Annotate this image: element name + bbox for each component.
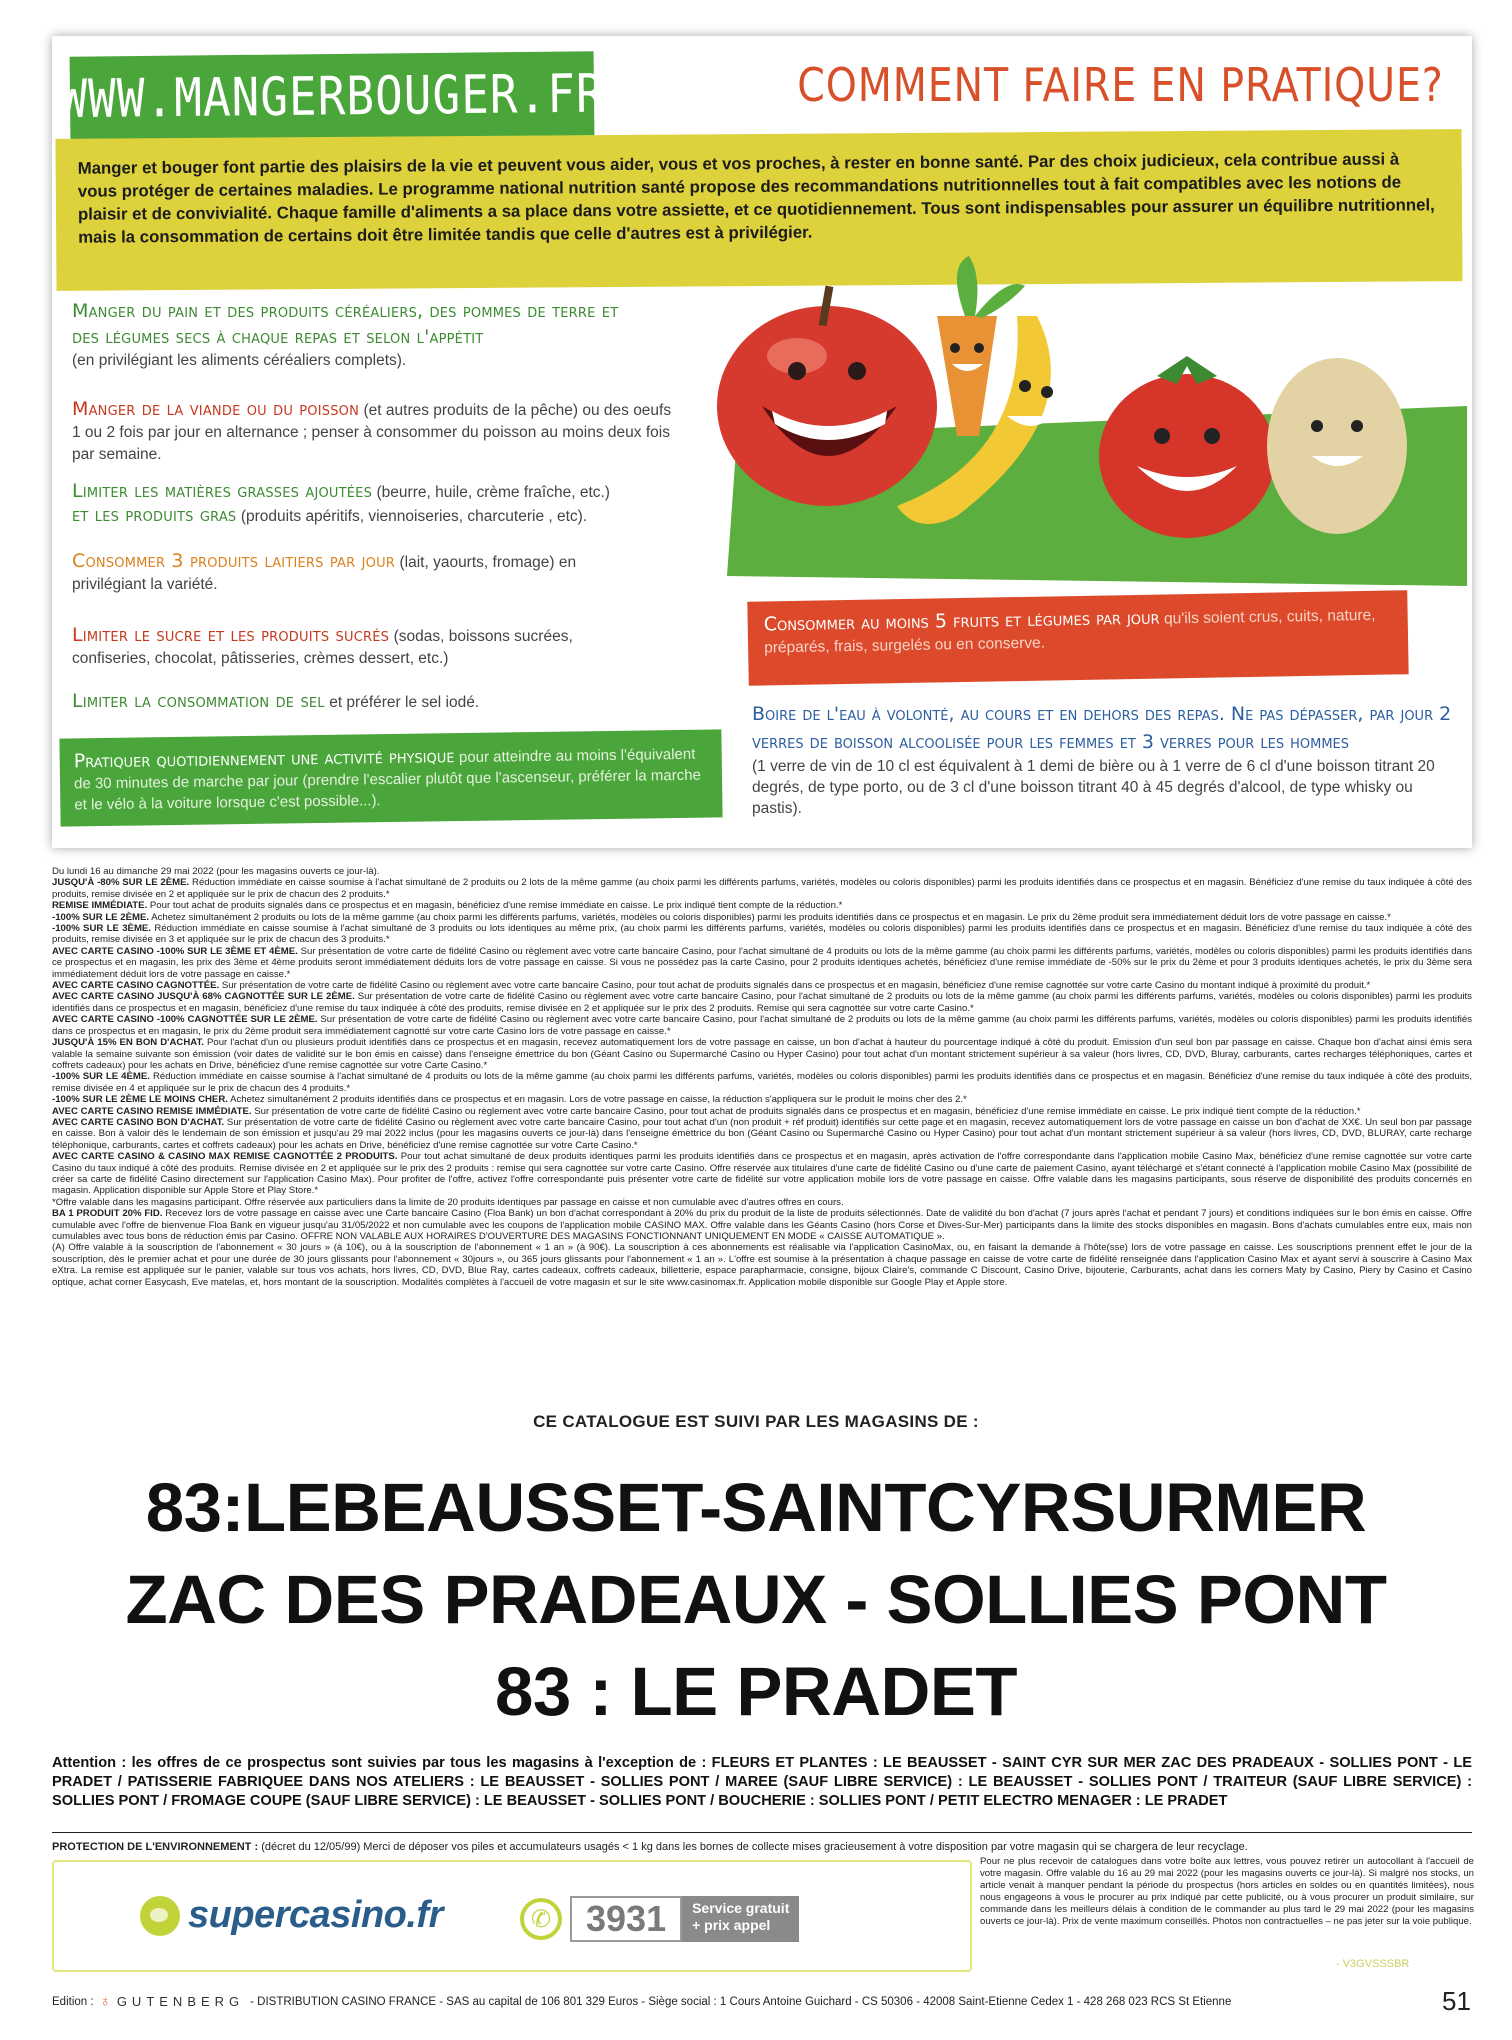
legal-conditions (52, 866, 1472, 1400)
fruits-banner (747, 590, 1408, 686)
rule-title: Manger du pain et des produits céréaliers, des pommes de terre et des légumes secs à chaque repas et selon l'appétit (72, 300, 619, 348)
distributor-info: - DISTRIBUTION CASINO FRANCE - SAS au capital de 106 801 329 Euros - Siège social : 1 Cours Antoine Guichard - CS 50306 - 42008 Saint-Etienne Cedex 1 - 428 268 023 RCS St Etienne (250, 1995, 1232, 2008)
rule-fats (72, 480, 712, 528)
rule-desc: (beurre, huile, crème fraîche, etc.) (376, 484, 610, 501)
store-list (0, 1462, 1512, 1738)
tomato-character (1099, 356, 1275, 538)
supercasino-link[interactable] (140, 1894, 443, 1937)
legal-paragraph: REMISE IMMÉDIATE. Pour tout achat de produits signalés dans ce prospectus et en magasin, bénéficiez d'une remise immédiate en caisse. Le prix indiqué tient compte de la réduction.* (52, 900, 843, 912)
water-title: Boire de l'eau à volonté, au cours et en dehors des repas. Ne pas dépasser, par jour 2 verres de boisson alcoolisée pour les femmes et 3 verres pour les hommes (752, 703, 1452, 753)
rule-desc: (produits apéritifs, viennoiseries, charcuterie , etc). (240, 508, 588, 525)
apple-character (717, 286, 937, 506)
supercasino-logo-icon (140, 1896, 180, 1936)
rule-meat (72, 398, 682, 466)
site-url: WWW.MANGERBOUGER.FR (59, 62, 605, 130)
legal-paragraph: AVEC CARTE CASINO BON D'ACHAT. Sur présentation de votre carte de fidélité Casino ou règlement avec votre carte bancaire Casino, pour tout achat d'un (non produit + réf produit) identifiés sur cette page et en magasin, recevez automatiquement lors de votre passage en caisse un bon d'achat de XX€. Un seul bon par passage en caisse. Bon à valoir dès le lendemain de son émission et jusqu'au 29 mai 2022 inclus (pour les magasins ouverts ce jour-là) dans l'enseigne émettrice du bon (Géant Casino ou Supermarché Casino ou Hyper Casino) pour tout achat d'un montant strictement supérieur à sa valeur (hors livres, CD, DVD, BLURAY, carte recharge téléphonique, carburants, cartes et coffrets cadeaux) pour les achats en Drive, bénéficiez d'une remise cagnottée sur votre Carte Casino.* (52, 1116, 1472, 1151)
legal-paragraph: -100% SUR LE 3ÈME. Réduction immédiate en caisse soumise à l'achat simultané de 3 produits ou lots identiques au même prix, (au choix parmi les différents parfums, variétés, modèles ou coloris disponibles) parmi les produits identifiés dans ce prospectus et en magasin. Bénéficiez d'une remise du taux indiquée à côté des produits, remise divisée en 3 et appliquée sur le prix de chacun des 3 produits.* (52, 923, 1472, 946)
nutrition-panel (52, 36, 1472, 848)
legal-paragraph: -100% SUR LE 2ÈME. Achetez simultanément 2 produits ou lots de la même gamme (au choix parmi les différents parfums, variétés, modèles ou coloris disponibles) parmi les produits identifiés dans ce prospectus et en magasin. Le prix du 2ème produit sera immédiatement déduit lors de votre passage en caisse.* (52, 911, 1391, 923)
page-number: 51 (1442, 1986, 1471, 2016)
legal-paragraph: AVEC CARTE CASINO CAGNOTTÉE. Sur présentation de votre carte de fidélité Casino ou règlement avec votre carte bancaire Casino, pour tout achat de produits signalés dans ce prospectus et en magasin, bénéficiez d'une remise cagnottée sur votre carte Casino du montant indiqué à proximité du produit.* (52, 980, 1371, 992)
gutenberg-logo-icon: ♁ (99, 1993, 111, 2010)
environment-text: (décret du 12/05/99) Merci de déposer vos piles et accumulateurs usagés < 1 kg dans les bornes de collecte mises gracieusement à votre disposition par votre magasin qui se chargera de leur recyclage. (261, 1841, 1248, 1853)
store-name: 83 : LE PRADET (494, 1653, 1018, 1730)
phone-service[interactable] (520, 1896, 799, 1942)
activity-title: Pratiquer quotidiennement une activité physique (73, 745, 455, 773)
legal-paragraph: -100% SUR LE 2ÈME LE MOINS CHER. Achetez simultanément 2 produits identifiés dans ce prospectus et en magasin. Lors de votre passage en caisse, la réduction s'appliquera sur le produit le moins cher des 2.* (52, 1094, 967, 1106)
legal-paragraph: (A) Offre valable à la souscription de l'abonnement « 30 jours » (à 10€), ou à la souscription de l'abonnement « 1 an » (à 90€). La souscription à ces abonnements est réalisable via l'application CasinoMax, ou, en faisant la demande à l'hôte(sse) lors de votre passage en caisse. Les souscriptions prennent effet le jour de la souscription, dès le premier achat et pour une durée de 30 jours glissants pour l'abonnement « 30jours », ou 365 jours glissants pour l'abonnement « 1 an ». L'offre est soumise à la présentation à chaque passage en caisse de votre carte de fidélité renseignée dans l'application Casino Max et ayant servi à souscrire à Casino Max eXtra. La remise est appliquée sur le panier, valable sur tous vos achats, hors livres, CD, DVD, Blue Ray, cartes cadeaux, coffrets cadeaux, billetterie, espace parapharmacie, consigne, bijoux Claire's, commande C Discount, Casino Drive, bijouterie, Carburants, achat dans les corners Maty by Casino, Piery by Casino et Casino optique, achat corner Easycash, Eve matelas, et, hors montant de la souscription. Modalités complètes à l'accueil de votre magasin et sur le site www.casinomax.fr. Application mobile disponible sur Google Play et Apple store. (52, 1242, 1472, 1288)
fruit-vegetable-illustration (707, 256, 1467, 586)
mangerbouger-banner[interactable] (59, 51, 605, 140)
store-name: 83:LEBEAUSSET-SAINTCYRSURMER (145, 1469, 1367, 1546)
water-rule (752, 700, 1452, 819)
legal-paragraph: JUSQU'À -80% SUR LE 2ÈME. Réduction immédiate en caisse soumise à l'achat simultané de 2 produits ou 2 lots de la même gamme (au choix parmi les différents parfums, variétés, modèles ou coloris disponibles) parmi les produits identifiés dans ce prospectus et en magasin. Bénéficiez d'une remise du taux indiquée à côté des produits, remise divisée en 2 et appliquée sur le prix de chacun des 2 produits.* (52, 877, 1472, 900)
rule-desc: (sodas, boissons sucrées, confiseries, chocolat, pâtisseries, crèmes dessert, etc.) (72, 628, 573, 667)
phone-number: 3931 (570, 1896, 682, 1942)
potato-character (1267, 358, 1407, 534)
rule-title: Limiter la consommation de sel (72, 690, 325, 712)
legal-paragraph: AVEC CARTE CASINO & CASINO MAX REMISE CAGNOTTÉE 2 PRODUITS. Pour tout achat simultané de deux produits identiques parmi les produits identifiés dans ce prospectus et en magasin, après activation de l'offre correspondante dans l'application mobile Casino Max, bénéficiez d'une remise cagnottée sur votre carte Casino du taux indiqué à côté des produits. Remise divisée en 2 et appliquée sur le prix des 2 produits : remise qui sera cagnottée sur votre carte Casino. Offre réservée aux titulaires d'une carte de fidélité Casino ou d'une carte de paiement Casino, ayant téléchargé et s'étant connecté à l'application mobile Casino Max (possibilité de créer sa carte de fidélité Casino directement sur l'application Casino Max). Pour profiter de l'offre, activez l'offre correspondante puis présenter votre carte de fidélité sur votre application mobile lors de votre passage en caisse. Offre valable dans les magasins participants, sous réserve de disponibilité des produits concernés en magasin. Application disponible sur Apple Store et Play Store.* (52, 1151, 1472, 1197)
rule-desc: (en privilégiant les aliments céréaliers complets). (72, 352, 407, 369)
rule-desc: et préférer le sel iodé. (329, 694, 480, 711)
fruits-desc: qu'ils soient crus, cuits, nature, préparés, frais, surgelés ou en conserve. (763, 606, 1376, 657)
rule-desc: (lait, yaourts, fromage) en privilégiant la variété. (72, 554, 577, 593)
attention-exceptions: Attention : les offres de ce prospectus sont suivies par tous les magasins à l'exception de : FLEURS ET PLANTES : LE BEAUSSET - SAINT CYR SUR MER ZAC DES PRADEAUX - SOLLIES PONT - LE PRADET / PATISSERIE FABRIQUEE DANS NOS ATELIERS : LE BEAUSSET - SOLLIES PONT / MAREE (SAUF LIBRE SERVICE) : LE BEAUSSET - SOLLIES PONT / TRAITEUR (SAUF LIBRE SERVICE) : SOLLIES PONT / FROMAGE COUPE (SAUF LIBRE SERVICE) : LE BEAUSSET - SOLLIES PONT / BOUCHERIE : SOLLIES PONT / PETIT ELECTRO MENAGER : LE PRADET (52, 1755, 1472, 1809)
rule-title: Consommer 3 produits laitiers par jour (72, 550, 396, 572)
activity-banner (59, 729, 722, 826)
catalogue-side-note: Pour ne plus recevoir de catalogues dans votre boîte aux lettres, vous pouvez retirer un autocollant à l'accueil de votre magasin. Offre valable du 16 au 29 mai 2022 (pour les magasins ouverts ce jour-là). Si malgré nos stocks, un article venait à manquer pendant la période du prospectus (hors articles en soldes ou en quantités limitées), nous nous engageons à vous le procurer au prix indiqué par cette publicité, ou à vous procurer un produit similaire, sur commande dans les meilleurs délais à condition de le commander au plus tard le 29 mai 2022 (pour les magasins ouverts ce jour-là). Prix de vente maximum conseillés. Photos non contractuelles – ne pas jeter sur la voie publique. (980, 1856, 1474, 1927)
legal-paragraph: -100% SUR LE 4ÈME. Réduction immédiate en caisse soumise à l'achat simultané de 4 produits ou lots de la même gamme (au choix parmi les différents parfums, variétés, modèles ou coloris disponibles) parmi les produits identifiés dans ce prospectus et en magasin. Bénéficiez d'une remise du taux indiquée à côté des produits, remise divisée en 4 et appliquée sur le prix de chacun des 4 produits.* (52, 1071, 1472, 1094)
fruits-title: Consommer au moins 5 fruits et légumes par jour (763, 606, 1160, 636)
legal-paragraph: JUSQU'À 15% EN BON D'ACHAT. Pour l'achat d'un ou plusieurs produit identifiés dans ce prospectus et en magasin, recevez automatiquement lors de votre passage en caisse, un bon d'achat à hauteur du pourcentage indiqué à côté du produit. Emission d'un seul bon par passage en caisse. Chaque bon d'achat ainsi émis sera valable la semaine suivante son émission (voir dates de validité sur le bon émis en caisse) dans l'enseigne émettrice du bon (Géant Casino ou Supermarché Casino ou Hyper Casino) pour tout achat d'un montant strictement supérieur à sa valeur (hors livres, CD, DVD, Bluray, carburants, cartes recharges téléphoniques, cartes et coffrets cadeaux) pour les achats en Drive, bénéficiez d'une remise cagnottée sur votre Carte Casino.* (52, 1037, 1472, 1071)
legal-paragraph: AVEC CARTE CASINO -100% CAGNOTTÉE SUR LE 2ÈME. Sur présentation de votre carte de fidélité Casino ou règlement avec votre carte bancaire Casino, pour l'achat simultané de 2 produits ou lots de la même gamme (au choix parmi les différents parfums, variétés, modèles ou coloris disponibles) parmi les produits identifiés dans ce prospectus et en magasin, le prix du 2ème produit sera immédiatement cagnotté sur votre carte Casino lors de votre passage en caisse.* (52, 1014, 1472, 1037)
printer-name: GUTENBERG (116, 1994, 245, 2009)
phone-tag-line: + prix appel (692, 1917, 771, 1933)
rule-title: Limiter les matières grasses ajoutées (72, 480, 373, 502)
rule-title: Limiter le sucre et les produits sucrés (72, 624, 390, 646)
phone-icon: ✆ (520, 1898, 562, 1940)
contact-box (52, 1860, 972, 1972)
rule-desc: (et autres produits de la pêche) ou des oeufs 1 ou 2 fois par jour en alternance ; penser à consommer du poisson au moins deux fois par semaine. (72, 402, 672, 463)
water-desc: (1 verre de vin de 10 cl est équivalent à 1 demi de bière ou à 1 verre de 6 cl d'une boisson titrant 20 degrés, de type porto, ou de 3 cl d'une boisson titrant 40 à 45 degrés d'alcool, de type whisky ou pastis). (752, 758, 1435, 817)
legal-paragraph: Du lundi 16 au dimanche 29 mai 2022 (pour les magasins ouverts ce jour-là). (52, 866, 380, 877)
legal-paragraph: BA 1 PRODUIT 20% FID. Recevez lors de votre passage en caisse avec une Carte bancaire Casino (Floa Bank) un bon d'achat correspondant à 20% du prix du produit de la liste de produits sélectionnés. Date de validité du bon d'achat (7 jours après l'achat et pendant 7 jours) et conditions indiquées sur le bon émis en caisse. Offre cumulable avec l'offre de bienvenue Floa Bank en vigueur jusqu'au 31/05/2022 et non cumulable avec les coupons de l'application mobile CASINO MAX. Offre valable dans les Géants Casino (hors Corse et Dives-Sur-Mer) participants dans la limite des stocks disponibles en magasin. Bons d'achats cumulables entre eux, mais non cumulables avec tous bons de réduction émis par Casino. OFFRE NON VALABLE AUX HORAIRES D'OUVERTURE DES MAGASINS FONCTIONNANT UNIQUEMENT EN MODE « CAISSE AUTOMATIQUE ». (52, 1208, 1472, 1242)
environment-notice (52, 1832, 1472, 1853)
edition-label: Edition : (52, 1995, 94, 2008)
activity-desc: pour atteindre au moins l'équivalent de 30 minutes de marche par jour (prendre l'escalier plutôt que l'ascenseur, préférer la marche et le vélo à la voiture lorsque c'est possible...). (73, 745, 702, 814)
edition-line (52, 1993, 1231, 2010)
reference-code: - V3GVSSSBR (1336, 1958, 1410, 1970)
rule-title: et les produits gras (72, 504, 237, 526)
store-name: ZAC DES PRADEAUX - SOLLIES PONT (125, 1561, 1387, 1638)
rule-salt (72, 690, 672, 714)
legal-paragraph: *Offre valable dans les magasins participant. Offre réservée aux particuliers dans la limite de 20 produits identiques par passage en caisse et non cumulable avec d'autres offres en cours. (52, 1196, 844, 1208)
rule-dairy (72, 550, 652, 596)
supercasino-site: supercasino.fr (188, 1894, 443, 1936)
catalogue-followed-by: CE CATALOGUE EST SUIVI PAR LES MAGASINS DE : (533, 1412, 979, 1431)
legal-paragraph: AVEC CARTE CASINO REMISE IMMÉDIATE. Sur présentation de votre carte de fidélité Casino ou règlement avec votre carte bancaire Casino, pour tout achat de produits signalés dans ce prospectus et en magasin, bénéficiez d'une remise immédiate en caisse. Le prix indiqué tient compte de la réduction.* (52, 1105, 1361, 1117)
howto-title: COMMENT FAIRE EN PRATIQUE? (797, 58, 1444, 112)
phone-tag (682, 1896, 799, 1942)
environment-label: PROTECTION DE L'ENVIRONNEMENT : (52, 1841, 259, 1853)
legal-paragraph: AVEC CARTE CASINO -100% SUR LE 3ÈME ET 4ÈME. Sur présentation de votre carte de fidélité Casino ou règlement avec votre carte bancaire Casino, pour l'achat simultané de 4 produits ou lots de la même gamme (au choix parmi les différents parfums, variétés, modèles ou coloris disponibles) parmi les produits identifiés dans ce prospectus et en magasin, les prix des 3ème et 4ème produits seront immédiatement déduits lors de votre passage en caisse. Si vous ne possédez pas la carte Casino, pour 2 produits identiques achetés, bénéficiez d'une remise immédiate de -50% sur le prix du 2ème et pour 3 produits identiques achetés, le prix du 3ème sera immédiatement déduit lors de votre passage en caisse.* (52, 945, 1472, 980)
phone-tag-line: Service gratuit (692, 1900, 790, 1916)
rule-sugar (72, 624, 652, 670)
rule-cereals (72, 298, 632, 372)
intro-text: Manger et bouger font partie des plaisirs de la vie et peuvent vous aider, vous et vos proches, à rester en bonne santé. Par des choix judicieux, cela contribue aussi à vous protéger de certaines maladies. Le programme national nutrition santé propose des recommandations nutritionnelles tout à fait compatibles avec les notions de plaisir et de convivialité. Chaque famille d'aliments a sa place dans votre assiette, et ce quotidiennement. Tous sont indispensables pour assurer un équilibre nutritionnel, mais la consommation de certains doit être limitée tandis que celle d'autres est à privilégier. (77, 149, 1435, 247)
legal-paragraph: AVEC CARTE CASINO JUSQU'À 68% CAGNOTTÉE SUR LE 2ÈME. Sur présentation de votre carte de fidélité Casino ou règlement avec votre carte bancaire Casino, pour l'achat simultané de 2 produits ou lots de la même gamme (au choix parmi les différents parfums, variétés, modèles ou coloris disponibles) parmi les produits identifiés dans ce prospectus et en magasin, bénéficiez d'une remise du taux indiquée à côté des produits, remise divisée en 2 et appliquée sur le prix des 2 produits. Remise qui sera cagnottée sur votre carte Casino.* (52, 991, 1472, 1014)
rule-title: Manger de la viande ou du poisson (72, 398, 360, 420)
